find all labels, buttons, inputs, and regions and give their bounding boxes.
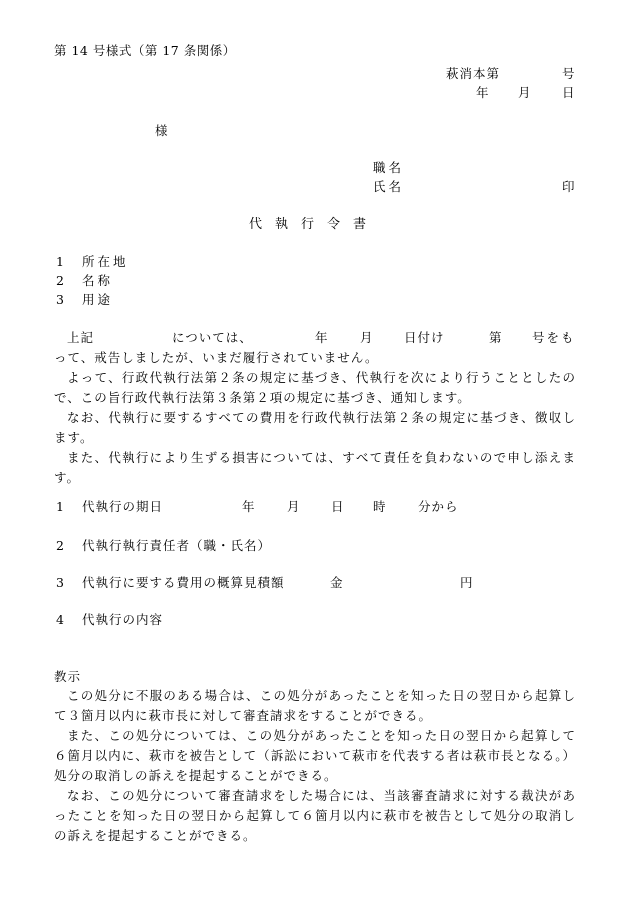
execution-item-number: 1 (56, 499, 64, 514)
title-char: 執 (275, 217, 289, 232)
issuer-name-label: 氏名 (373, 179, 405, 194)
date-year-label: 年 (476, 85, 489, 100)
property-name-label: 名称 (82, 273, 114, 288)
notice-heading: 教示 (54, 669, 82, 684)
body-day-dated-label: 日付け (404, 330, 445, 345)
execution-date-label: 代執行の期日 (82, 499, 164, 514)
execution-item-number: 4 (56, 612, 64, 627)
seal-mark: 印 (562, 179, 575, 194)
execution-item-number: 2 (56, 538, 64, 553)
notice-paragraph-1: この処分に不服のある場合は、この処分があったことを知った日の翌日から起算して３箇月以内に萩市長に対して審査請求をすることができる。 (54, 688, 576, 723)
body-lead-text: 上記 (67, 330, 95, 345)
notice-paragraph-2: また、この処分については、この処分があったことを知った日の翌日から起算して６箇月以内に、萩市を被告として（訴訟において萩市を代表する者は萩市長となる。）処分の取消しの訴えを提起することができる。 (54, 728, 576, 783)
title-char: 令 (327, 217, 341, 232)
document-number-suffix: 号 (562, 66, 575, 81)
body-paragraph-1-line-2: って、戒告しましたが、いまだ履行されていません。 (54, 350, 379, 365)
body-paragraph-4: また、代執行により生ずる損害については、すべて責任を負わないので申し添えます。 (54, 450, 576, 485)
cost-yen-label: 円 (460, 575, 473, 590)
execution-minute-from-unit: 分から (418, 499, 459, 514)
property-location-label: 所在地 (82, 254, 129, 269)
date-day-label: 日 (562, 85, 575, 100)
date-month-label: 月 (518, 85, 531, 100)
body-number-suffix: 号をも (532, 330, 576, 345)
title-char: 書 (353, 217, 367, 232)
execution-day-unit: 日 (331, 499, 344, 514)
property-item-number: 3 (56, 292, 64, 307)
execution-year-unit: 年 (242, 499, 255, 514)
property-item-number: 2 (56, 273, 64, 288)
notice-paragraph-3: なお、この処分について審査請求をした場合には、当該審査請求に対する裁決があったことを知った日の翌日から起算して６箇月以内に萩市を被告として処分の取消しの訴えを提起することができる。 (54, 788, 576, 843)
execution-hour-unit: 時 (373, 499, 386, 514)
body-paragraph-2: よって、行政代執行法第２条の規定に基づき、代執行を次により行うこととしたので、この旨行政代執行法第３条第２項の規定に基づき、通知します。 (54, 370, 576, 405)
document-number-prefix: 萩消本第 (446, 66, 501, 81)
body-year-label: 年 (315, 330, 328, 345)
execution-month-unit: 月 (287, 499, 300, 514)
execution-item-number: 3 (56, 575, 64, 590)
title-char: 行 (301, 217, 315, 232)
body-paragraph-3: なお、代執行に要するすべての費用を行政代執行法第２条の規定に基づき、徴収します。 (54, 410, 576, 445)
cost-kin-label: 金 (330, 575, 343, 590)
body-regarding-text: については、 (172, 330, 253, 345)
property-item-number: 1 (56, 254, 64, 269)
property-use-label: 用途 (82, 292, 114, 307)
execution-cost-label: 代執行に要する費用の概算見積額 (82, 575, 285, 590)
execution-officer-label: 代執行執行責任者（職・氏名） (82, 538, 272, 553)
body-month-label: 月 (360, 330, 373, 345)
execution-content-label: 代執行の内容 (82, 612, 164, 627)
addressee-suffix: 様 (155, 123, 168, 138)
form-number-header: 第 14 号様式（第 17 条関係） (54, 43, 236, 58)
issuer-title-label: 職名 (373, 160, 405, 175)
body-number-prefix: 第 (489, 330, 502, 345)
title-char: 代 (249, 217, 263, 232)
document-title (249, 218, 379, 231)
